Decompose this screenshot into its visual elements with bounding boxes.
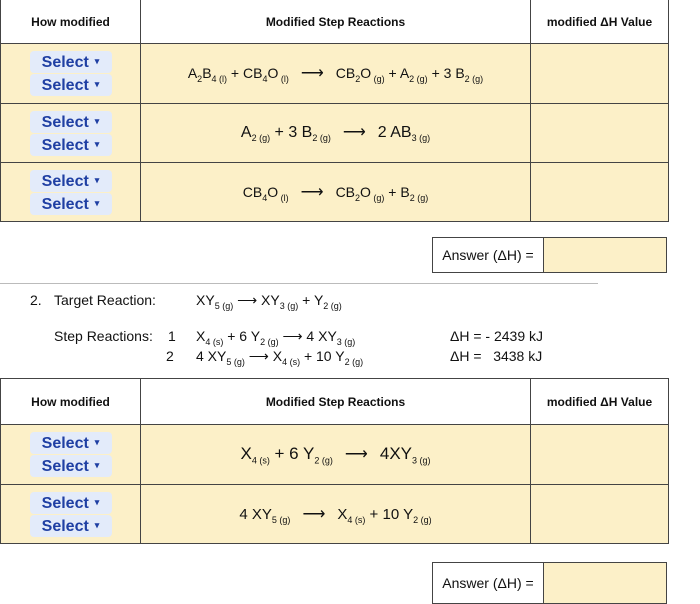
subscript: 2 (g) — [413, 514, 432, 525]
subscript: 4 — [262, 73, 268, 84]
subscript: 5 (g) — [271, 514, 291, 525]
formula-text: O — [267, 65, 279, 82]
caret-icon: ▾ — [94, 437, 100, 447]
caret-icon: ▾ — [94, 460, 100, 470]
subscript: 4 — [262, 192, 268, 203]
how-modified-cell — [1, 44, 141, 104]
how-modified-cell — [1, 163, 141, 222]
subscript: (l) — [278, 73, 289, 84]
dh-input-cell[interactable] — [531, 163, 669, 222]
subscript: 5 (g) — [214, 300, 234, 311]
select-dropdown[interactable]: Select ▾ — [30, 492, 112, 514]
table-2-header — [1, 379, 669, 425]
select-dropdown[interactable]: Select ▾ — [30, 515, 112, 537]
formula-text: + 6 Y — [269, 443, 315, 463]
formula-text: O — [267, 183, 279, 200]
subscript: 2 (g) — [323, 300, 342, 311]
how-modified-cell — [1, 104, 141, 163]
formula-text: 4 XY — [196, 348, 227, 364]
col-header-how-modified: How modified — [1, 0, 141, 44]
answer-label: Answer (ΔH) = — [433, 563, 544, 603]
select-dropdown[interactable]: Select ▾ — [30, 432, 112, 454]
formula-text: A — [240, 124, 252, 142]
subscript: 3 (g) — [279, 300, 299, 311]
target-reaction — [196, 292, 342, 311]
reaction-arrow: ⟶ — [344, 445, 368, 463]
dh-input-cell[interactable] — [531, 104, 669, 163]
subscript: 4 (l) — [211, 73, 228, 84]
step-2-number: 2 — [166, 348, 174, 364]
caret-icon: ▾ — [94, 496, 100, 507]
dh-input-cell[interactable] — [531, 485, 669, 544]
answer-row-2 — [432, 562, 667, 604]
table-row — [1, 104, 669, 163]
caret-icon: ▾ — [94, 519, 100, 530]
dh-input-cell[interactable] — [531, 425, 669, 485]
select-dropdown[interactable]: Select ▾ — [30, 51, 112, 73]
step-reaction — [141, 163, 531, 222]
formula-text: + 10 Y — [365, 505, 414, 523]
subscript: 4 (s) — [205, 336, 224, 347]
formula-text: B — [202, 65, 212, 82]
formula-text: O — [360, 183, 371, 200]
subscript: 3 (g) — [412, 455, 431, 466]
formula-text: XY — [196, 292, 215, 308]
subscript: 2 (g) — [409, 192, 429, 203]
select-dropdown[interactable]: Select ▾ — [30, 111, 112, 133]
subscript: (l) — [278, 192, 289, 203]
subscript: 4 (s) — [347, 514, 366, 525]
table-1-header — [1, 0, 669, 44]
problem-number: 2. — [30, 292, 42, 308]
formula-text: X — [196, 328, 206, 344]
formula-text: A — [187, 65, 198, 82]
formula-text: + 3 B — [427, 65, 465, 82]
caret-icon: ▾ — [94, 79, 100, 89]
subscript: 2 (g) — [251, 133, 271, 144]
formula-text: CB — [335, 65, 356, 82]
formula-text: ⟶ 4 XY — [278, 328, 337, 344]
reaction-arrow: ⟶ — [300, 65, 324, 83]
formula-text: 2 AB — [377, 124, 412, 142]
step-1-reaction — [196, 328, 355, 347]
reaction-arrow: ⟶ — [302, 505, 326, 523]
answer-label: Answer (ΔH) = — [433, 238, 544, 272]
formula-text: + 6 Y — [223, 328, 261, 344]
caret-icon: ▾ — [94, 197, 100, 208]
formula-text: + CB — [227, 65, 263, 82]
formula-text: O — [360, 65, 372, 82]
formula-text: + 3 B — [270, 124, 313, 142]
subscript: 2 — [355, 192, 361, 203]
table-row — [1, 163, 669, 222]
reaction-arrow: ⟶ — [342, 124, 366, 142]
formula-text: ⟶ X — [244, 348, 283, 364]
step-reactions-label: Step Reactions: — [54, 328, 153, 344]
step-2-dh: ΔH = 3438 kJ — [450, 348, 543, 364]
col-header-dh: modified ΔH Value — [531, 379, 669, 425]
subscript: 2 (g) — [260, 336, 279, 347]
subscript: 2 (g) — [344, 356, 364, 367]
formula-text: + 10 Y — [300, 348, 345, 364]
formula-text: CB — [242, 183, 263, 200]
formula-text: + B — [384, 183, 410, 200]
subscript: (g) — [371, 73, 385, 84]
subscript: 5 (g) — [226, 356, 245, 367]
subscript: 3 (g) — [336, 336, 356, 347]
caret-icon: ▾ — [94, 174, 100, 185]
answer-input[interactable] — [544, 238, 666, 272]
how-modified-cell — [1, 485, 141, 544]
dh-input-cell[interactable] — [531, 44, 669, 104]
table-1 — [0, 0, 669, 222]
step-1-number: 1 — [168, 328, 176, 344]
step-reaction — [141, 425, 531, 485]
col-header-reactions: Modified Step Reactions — [141, 379, 531, 425]
subscript: 4 (s) — [282, 356, 301, 367]
table-row — [1, 485, 669, 544]
formula-text: ⟶ XY — [233, 292, 280, 308]
subscript: 2 (g) — [312, 133, 331, 144]
formula-text: 4XY — [379, 443, 412, 463]
table-row — [1, 425, 669, 485]
subscript: 2 (g) — [464, 73, 484, 84]
target-label: Target Reaction: — [54, 292, 156, 308]
select-dropdown[interactable]: Select ▾ — [30, 455, 112, 477]
formula-text: + Y — [298, 292, 324, 308]
table-row — [1, 44, 669, 104]
subscript: 2 — [355, 73, 361, 84]
caret-icon: ▾ — [94, 115, 100, 126]
subscript: 3 (g) — [411, 133, 431, 144]
step-reaction — [141, 485, 531, 544]
select-dropdown[interactable]: Select ▾ — [30, 170, 112, 192]
select-dropdown[interactable]: Select ▾ — [30, 74, 112, 96]
step-reaction — [141, 104, 531, 163]
subscript: 2 (g) — [314, 455, 333, 466]
caret-icon: ▾ — [94, 138, 100, 149]
subscript: 2 (g) — [409, 73, 428, 84]
caret-icon: ▾ — [94, 56, 100, 66]
formula-text: 4 XY — [239, 505, 272, 523]
how-modified-cell — [1, 425, 141, 485]
step-1-dh: ΔH = - 2439 kJ — [450, 328, 544, 344]
table-2 — [0, 378, 669, 544]
col-header-how-modified: How modified — [1, 379, 141, 425]
formula-text: X — [240, 443, 252, 463]
subscript: (g) — [370, 192, 385, 203]
col-header-reactions: Modified Step Reactions — [141, 0, 531, 44]
divider — [0, 283, 598, 284]
formula-text: X — [337, 505, 348, 523]
answer-input[interactable] — [544, 563, 666, 603]
select-dropdown[interactable]: Select ▾ — [30, 134, 112, 156]
step-reaction — [141, 44, 531, 104]
col-header-dh: modified ΔH Value — [531, 0, 669, 44]
formula-text: CB — [335, 183, 356, 200]
formula-text: + A — [384, 65, 410, 82]
subscript: 2 — [197, 73, 203, 84]
select-dropdown[interactable]: Select ▾ — [30, 193, 112, 215]
reaction-arrow: ⟶ — [300, 183, 324, 201]
answer-row-1 — [432, 237, 667, 273]
step-2-reaction — [196, 348, 363, 367]
subscript: 4 (s) — [251, 455, 270, 466]
